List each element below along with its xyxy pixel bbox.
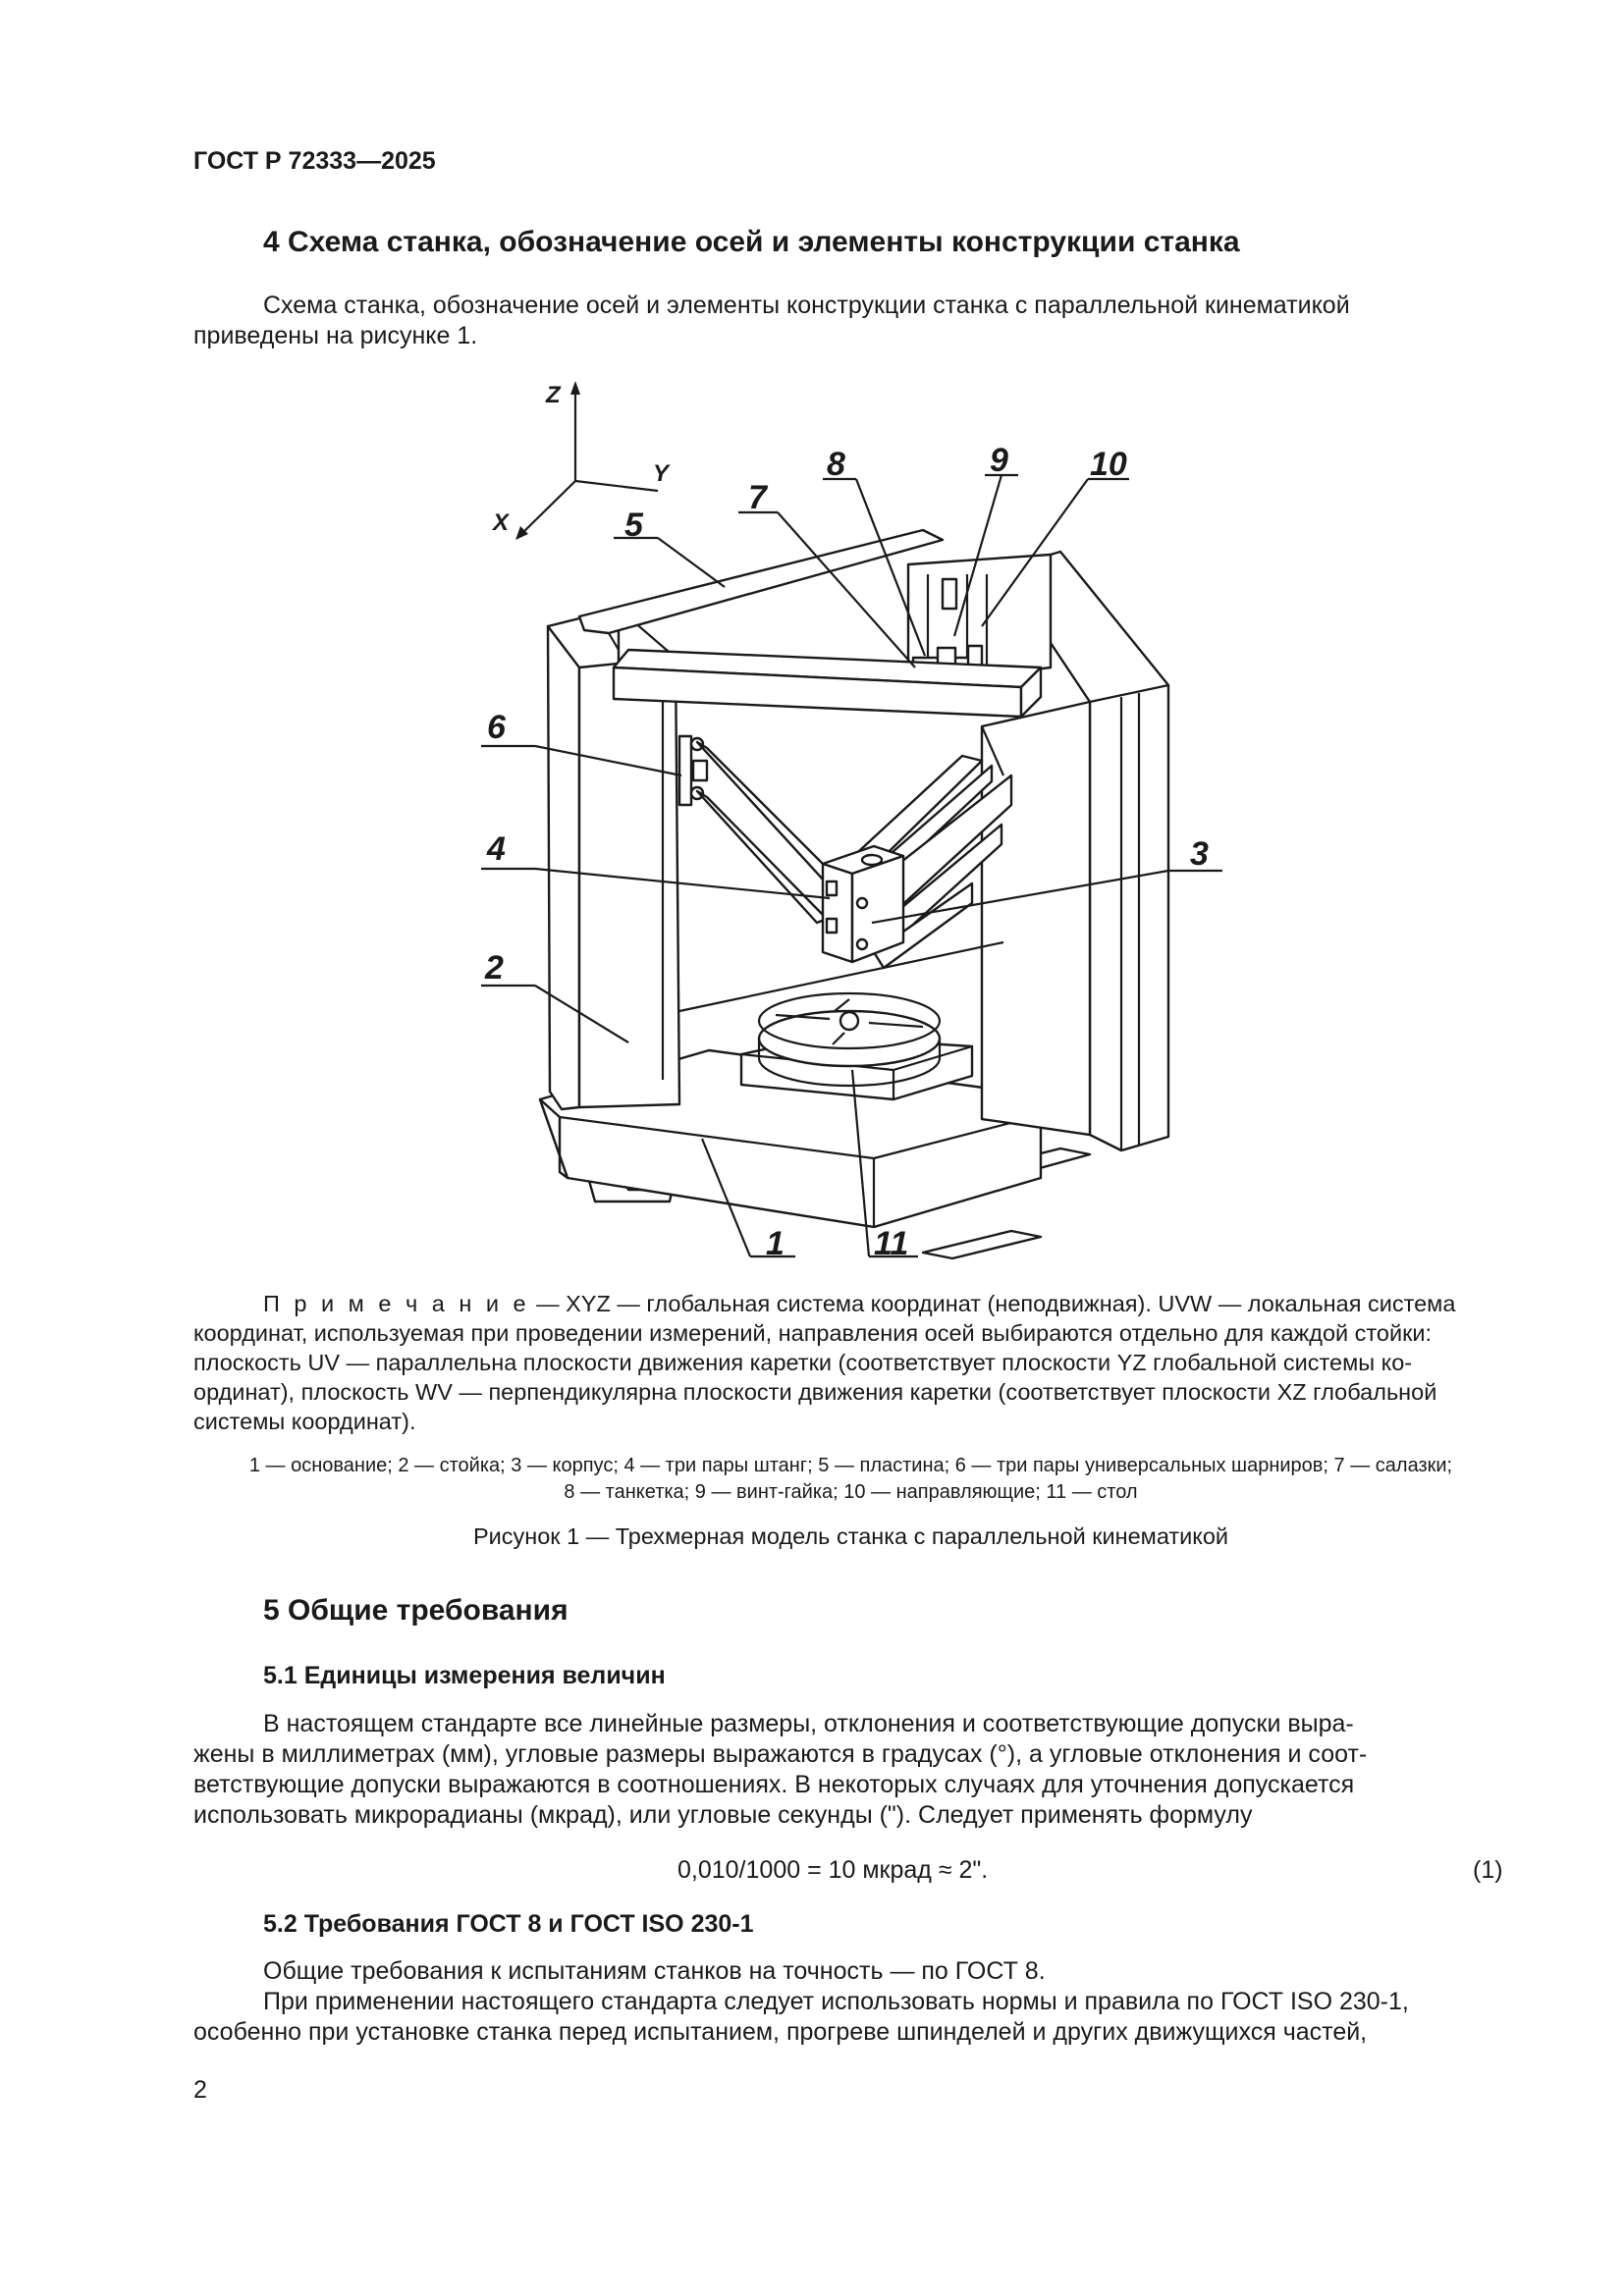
label-7: 7 xyxy=(748,479,767,516)
figure-note-line1 xyxy=(263,1289,1508,1318)
document-id: ГОСТ Р 72333—2025 xyxy=(193,147,436,175)
section-5-2-line3: особенно при установке станка перед испытанием, прогреве шпинделей и других движущихся частей, xyxy=(193,2018,1368,2046)
figure-legend-line2: 8 — танкетка; 9 — винт-гайка; 10 — направляющие; 11 — стол xyxy=(564,1481,1138,1503)
formula-number: (1) xyxy=(1473,1856,1503,1884)
section-5-2-line2: При применении настоящего стандарта следует использовать нормы и правила по ГОСТ ISO 230-1, xyxy=(263,1988,1409,2015)
axis-y-label: Y xyxy=(653,460,670,487)
figure-note-line3: плоскость UV — параллельна плоскости движения каретки (соответствует плоскости YZ глобальной системы ко- xyxy=(193,1350,1413,1375)
formula: 0,010/1000 = 10 мкрад ≈ 2". xyxy=(677,1856,989,1884)
label-11: 11 xyxy=(874,1225,909,1262)
section-4-paragraph-line1: Схема станка, обозначение осей и элементы конструкции станка с параллельной кинематикой xyxy=(263,292,1350,319)
label-5: 5 xyxy=(624,507,643,544)
page-number: 2 xyxy=(193,2076,207,2104)
section-5-2-heading: 5.2 Требования ГОСТ 8 и ГОСТ ISO 230-1 xyxy=(263,1910,754,1938)
section-4-heading: 4 Схема станка, обозначение осей и элементы конструкции станка xyxy=(263,226,1240,258)
note-text-1: — XYZ — глобальная система координат (неподвижная). UVW — локальная система xyxy=(529,1291,1456,1316)
section-5-1-line3: ветствующие допуски выражаются в соотношениях. В некоторых случаях для уточнения допускается xyxy=(193,1771,1355,1798)
section-4-paragraph-line2: приведены на рисунке 1. xyxy=(193,322,478,349)
figure-note-line4: ординат), плоскость WV — перпендикулярна плоскости движения каретки (соответствует плоскости XZ глобальной xyxy=(193,1379,1437,1405)
label-1: 1 xyxy=(766,1225,785,1262)
section-5-2-line1: Общие требования к испытаниям станков на точность — по ГОСТ 8. xyxy=(263,1957,1046,1985)
label-3: 3 xyxy=(1190,835,1209,873)
label-4: 4 xyxy=(487,830,506,868)
axis-x-label: X xyxy=(493,509,510,536)
figure-leader-lines xyxy=(481,475,1222,1256)
figure-note-line5: системы координат). xyxy=(193,1409,416,1434)
machine-figure: Z Y X 1 xyxy=(461,373,1247,1276)
section-5-1-line2: жены в миллиметрах (мм), угловые размеры выражаются в градусах (°), а угловые отклонения и соот- xyxy=(193,1740,1368,1768)
section-5-heading: 5 Общие требования xyxy=(263,1594,568,1627)
axis-z-label: Z xyxy=(546,382,561,408)
label-9: 9 xyxy=(990,442,1008,479)
figure-note-line2: координат, используемая при проведении измерений, направления осей выбираются отдельно для каждой стойки: xyxy=(193,1320,1433,1346)
figure-caption: Рисунок 1 — Трехмерная модель станка с параллельной кинематикой xyxy=(472,1523,1229,1549)
section-5-1-line1: В настоящем стандарте все линейные размеры, отклонения и соответствующие допуски выра- xyxy=(263,1710,1354,1737)
section-5-1-heading: 5.1 Единицы измерения величин xyxy=(263,1662,666,1689)
figure-legend-line1: 1 — основание; 2 — стойка; 3 — корпус; 4 — три пары штанг; 5 — пластина; 6 — три пары универсальных шарниров; 7 — салазки; xyxy=(248,1455,1453,1476)
label-10: 10 xyxy=(1090,446,1127,483)
section-5-1-line4: использовать микрорадианы (мкрад), или угловые секунды ("). Следует применять формулу xyxy=(193,1801,1253,1829)
note-prefix: П р и м е ч а н и е xyxy=(263,1291,530,1316)
label-8: 8 xyxy=(827,446,845,483)
label-6: 6 xyxy=(487,709,506,746)
label-2: 2 xyxy=(485,949,504,987)
